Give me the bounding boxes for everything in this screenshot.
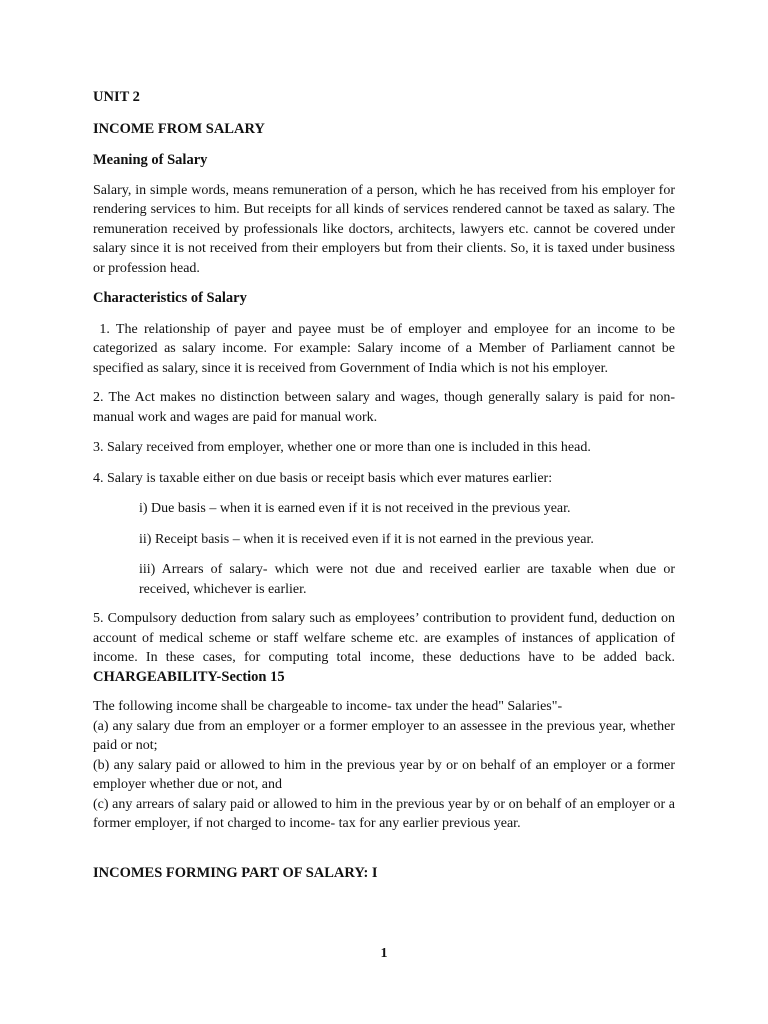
income-heading: INCOME FROM SALARY [93,120,265,137]
characteristic-5: 5. Compulsory deduction from salary such as employees’ contribution to provident fund, deduction on account of medical scheme or staff welfare scheme etc. are examples of instances of application of income. In these cases, for computing total income, these deductions have to be added back. [93,611,675,665]
chargeability-item-c: (c) any arrears of salary paid or allowed to him in the previous year by or on behalf of an employer or a former employer, if not charged to income- tax for any earlier previous year. [93,796,675,831]
characteristics-heading: Characteristics of Salary [93,290,247,306]
meaning-paragraph: Salary, in simple words, means remuneration of a person, which he has received from his employer for rendering services to him. But receipts for all kinds of services rendered cannot be taxed as salary. The remuneration received by professionals like doctors, architects, lawyers etc. cannot be covered under salary since it is not received from their employers but from their clients. So, it is taxed under business or profession head. [93,182,675,276]
unit-heading: UNIT 2 [93,89,140,105]
incomes-forming-heading: INCOMES FORMING PART OF SALARY: I [93,864,378,881]
characteristic-3: 3. Salary received from employer, whether one or more than one is included in this head. [93,440,591,455]
arrears-item: iii) Arrears of salary- which were not due and received earlier are taxable when due or received, whichever is earlier. [139,562,675,597]
chargeability-intro: The following income shall be chargeable to income- tax under the head" Salaries"- [93,699,563,714]
document-body [93,88,679,883]
characteristic-2: 2. The Act makes no distinction between salary and wages, though generally salary is paid for non-manual work and wages are paid for manual work. [93,390,675,425]
receipt-basis-item: ii) Receipt basis – when it is received even if it is not earned in the previous year. [139,531,594,547]
page-number: 1 [380,946,388,961]
chargeability-item-b: (b) any salary paid or allowed to him in the previous year by or on behalf of an employer or a former employer whether due or not, and [93,757,675,792]
meaning-heading: Meaning of Salary [93,152,208,168]
characteristic-1: 1. The relationship of payer and payee must be of employer and employee for an income to be categorized as salary income. For example: Salary income of a Member of Parliament cannot be specified as salary, since it is received from Government of India which is not his employer. [93,321,679,376]
characteristic-4: 4. Salary is taxable either on due basis or receipt basis which ever matures earlier: [93,470,553,486]
chargeability-item-a: (a) any salary due from an employer or a former employer to an assessee in the previous year, whether paid or not; [93,718,675,753]
chargeability-heading: CHARGEABILITY-Section 15 [93,668,285,685]
due-basis-item: i) Due basis – when it is earned even if it is not received in the previous year. [139,501,571,516]
